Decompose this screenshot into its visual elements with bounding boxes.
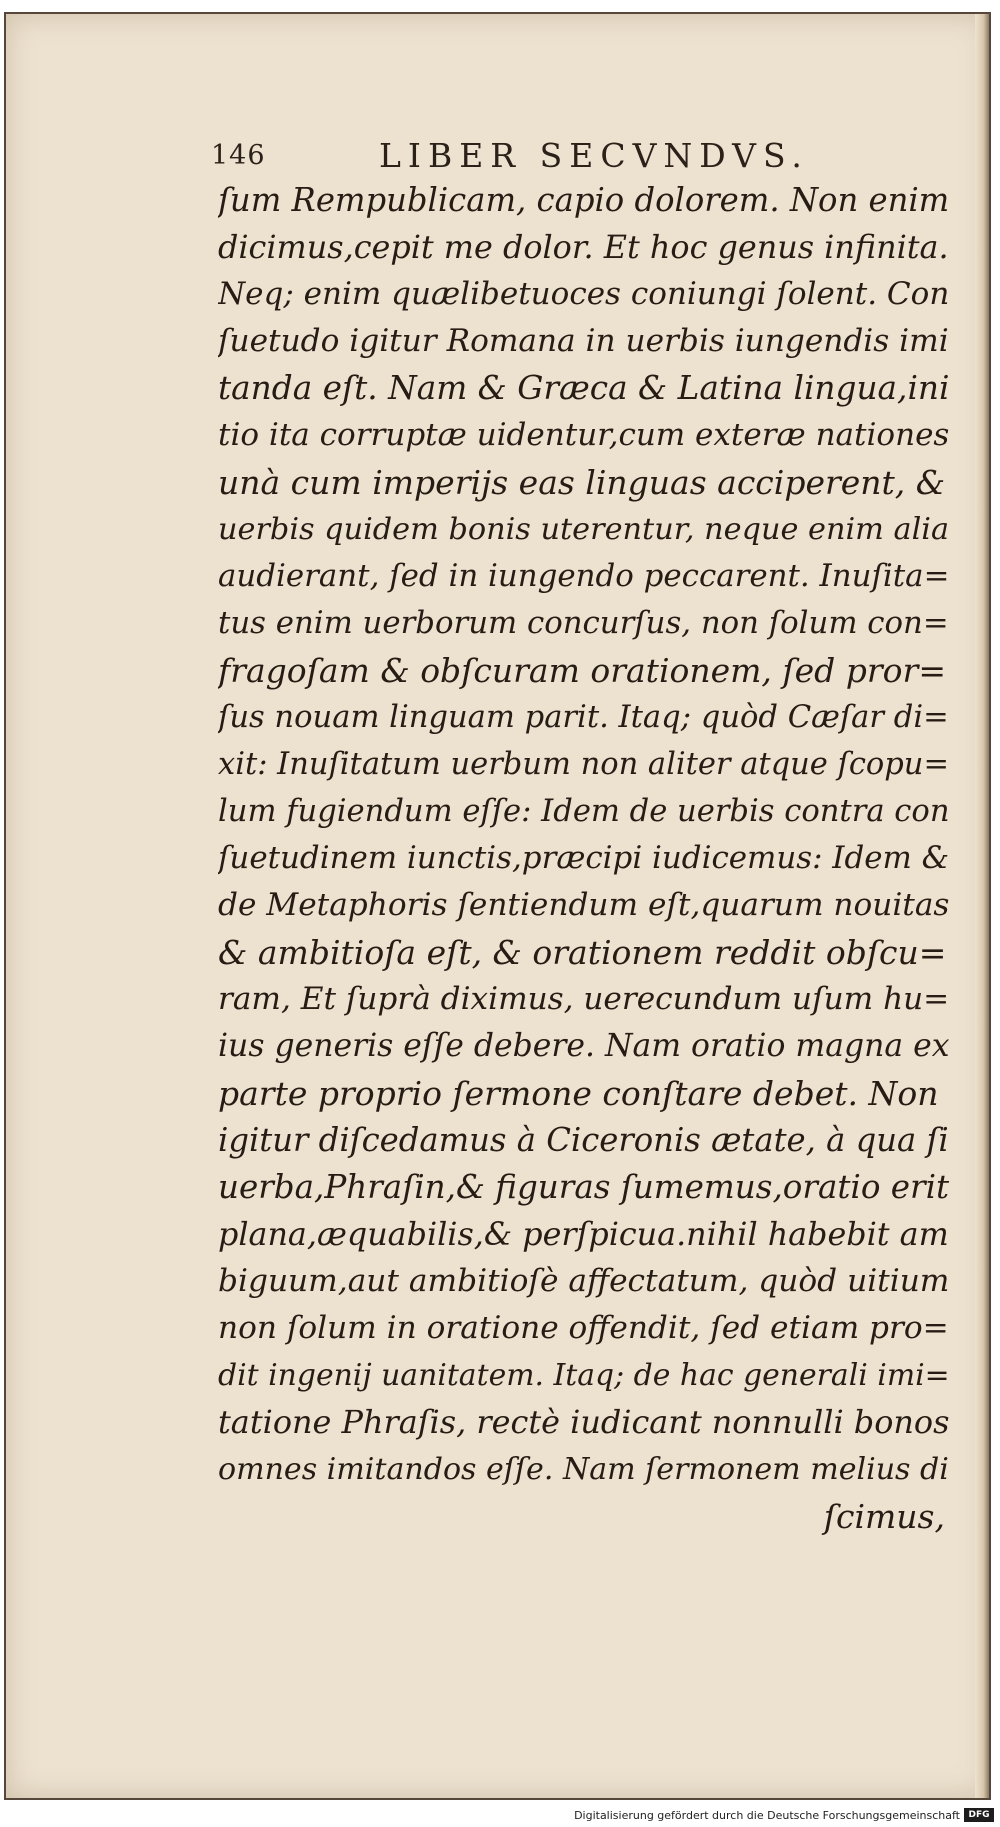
text-line: ſum Rempublicam, capio dolorem. Non enim (218, 181, 950, 219)
running-head (211, 132, 821, 176)
text-line: ſuetudo igitur Romana in uerbis iungendis imi (218, 323, 949, 359)
footer-bar (0, 1805, 1000, 1827)
text-line: & ambitioſa eſt, & orationem reddit obſcu= (218, 933, 947, 972)
text-line: tus enim uerborum concurſus, non ſolum con= (218, 605, 949, 641)
text-line: tatione Phraſis, rectè iudicant nonnulli bonos (218, 1403, 950, 1441)
text-line: non ſolum in oratione offendit, ſed etiam pro= (218, 1310, 949, 1346)
text-line: omnes imitandos eſſe. Nam ſermonem melius di (218, 1452, 949, 1487)
catchword: ſcimus, (823, 1497, 945, 1536)
page-edge-shadow (975, 14, 989, 1798)
book-page (4, 12, 991, 1800)
text-line: ſuetudinem iunctis,præcipi iudicemus: Idem & (218, 840, 950, 876)
text-line: biguum,aut ambitioſè affectatum, quòd uitium (218, 1263, 950, 1299)
page-number: 146 (211, 140, 266, 171)
text-line: fragoſam & obſcuram orationem, ſed pror= (218, 651, 946, 690)
text-line: dit ingenij uanitatem. Itaq; de hac generali imi= (218, 1358, 950, 1393)
dfg-logo: DFG (964, 1808, 994, 1822)
text-line: plana,æquabilis,& perſpicua.nihil habebit am (218, 1216, 949, 1253)
text-line: igitur diſcedamus à Ciceronis ætate, à qua ſi (218, 1121, 949, 1159)
text-line: parte proprio ſermone conſtare debet. Non (218, 1074, 939, 1113)
text-line: uerbis quidem bonis uterentur, neque enim alia (218, 512, 950, 547)
text-line: ram, Et ſuprà diximus, uerecundum uſum hu= (218, 981, 950, 1017)
text-line: dicimus,cepit me dolor. Et hoc genus infinita. (218, 228, 949, 266)
text-line: tanda eſt. Nam & Græca & Latina lingua,ini (218, 369, 950, 407)
text-block (218, 177, 953, 1540)
text-line: ſus nouam linguam parit. Itaq; quòd Cæſar di= (218, 700, 949, 735)
text-line: Neq; enim quælibetuoces coniungi ſolent. Con (218, 276, 950, 312)
text-line: unà cum imperijs eas linguas acciperent, & (218, 463, 946, 502)
text-line: de Metaphoris ſentiendum eſt,quarum nouitas (218, 887, 950, 923)
text-line: ius generis eſſe debere. Nam oratio magna ex (218, 1028, 950, 1064)
text-line: tio ita corruptæ uidentur,cum exteræ nationes (218, 417, 950, 453)
text-line: lum fugiendum eſſe: Idem de uerbis contra con (218, 794, 950, 829)
text-line: xit: Inuſitatum uerbum non aliter atque ſcopu= (218, 747, 950, 782)
text-line: uerba,Phraſin,& figuras ſumemus,oratio erit (218, 1168, 950, 1206)
text-line: audierant, ſed in iungendo peccarent. Inuſita= (218, 558, 950, 594)
footer-credit: Digitalisierung gefördert durch die Deutsche Forschungsgemeinschaft (574, 1809, 960, 1822)
running-head-title: LIBER SECVNDVS. (379, 136, 809, 175)
